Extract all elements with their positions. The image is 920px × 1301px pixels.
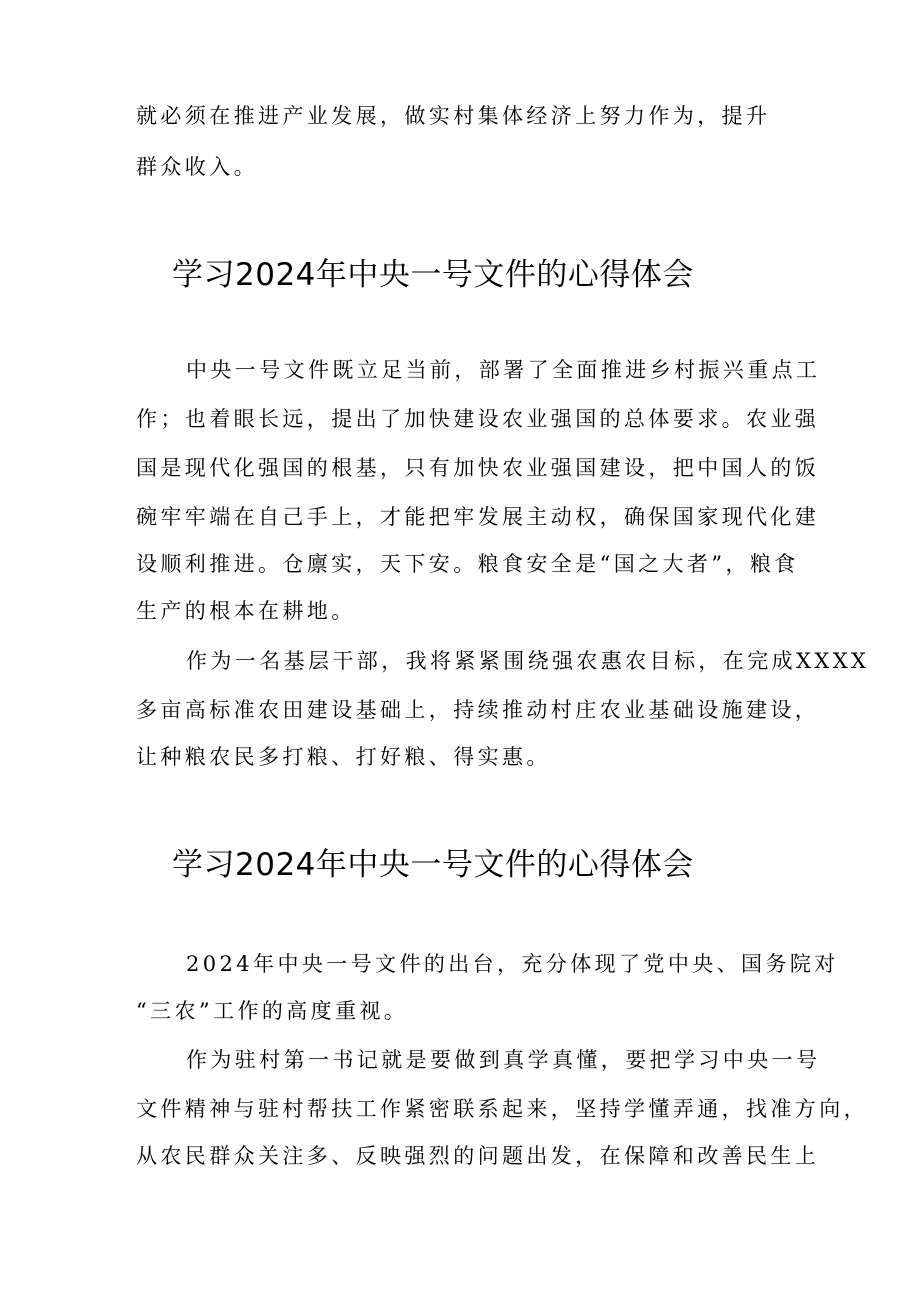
section-title: 学习2024年中央一号文件的心得体会: [172, 847, 694, 883]
section-title: 学习2024年中央一号文件的心得体会: [172, 257, 694, 293]
text-line: 生产的根本在耕地。: [136, 599, 356, 623]
text-line: 碗牢牢端在自己手上，才能把牢发展主动权，确保国家现代化建: [136, 505, 820, 529]
text-line: 从农民群众关注多、反映强烈的问题出发，在保障和改善民生上: [136, 1144, 820, 1168]
text-line: 多亩高标准农田建设基础上，持续推动村庄农业基础设施建设，: [136, 698, 820, 722]
text-line: 中央一号文件既立足当前，部署了全面推进乡村振兴重点工: [186, 358, 821, 382]
text-line: 作；也着眼长远，提出了加快建设农业强国的总体要求。农业强: [136, 407, 820, 431]
text-line: 2024年中央一号文件的出台，充分体现了党中央、国务院对: [186, 952, 839, 976]
text-line: 设顺利推进。仓廪实，天下安。粮食安全是“国之大者”，粮食: [136, 552, 799, 576]
text-line: 作为驻村第一书记就是要做到真学真懂，要把学习中央一号: [186, 1048, 821, 1072]
text-line: 文件精神与驻村帮扶工作紧密联系起来，坚持学懂弄通，找准方向，: [136, 1097, 868, 1121]
text-line: “三农”工作的高度重视。: [136, 999, 409, 1023]
text-line: 就必须在推进产业发展，做实村集体经济上努力作为，提升: [136, 104, 771, 128]
text-line: 作为一名基层干部，我将紧紧围绕强农惠农目标，在完成XXXX: [186, 649, 870, 673]
text-line: 国是现代化强国的根基，只有加快农业强国建设，把中国人的饭: [136, 456, 820, 480]
text-line: 群众收入。: [136, 155, 258, 179]
text-line: 让种粮农民多打粮、打好粮、得实惠。: [136, 745, 551, 769]
